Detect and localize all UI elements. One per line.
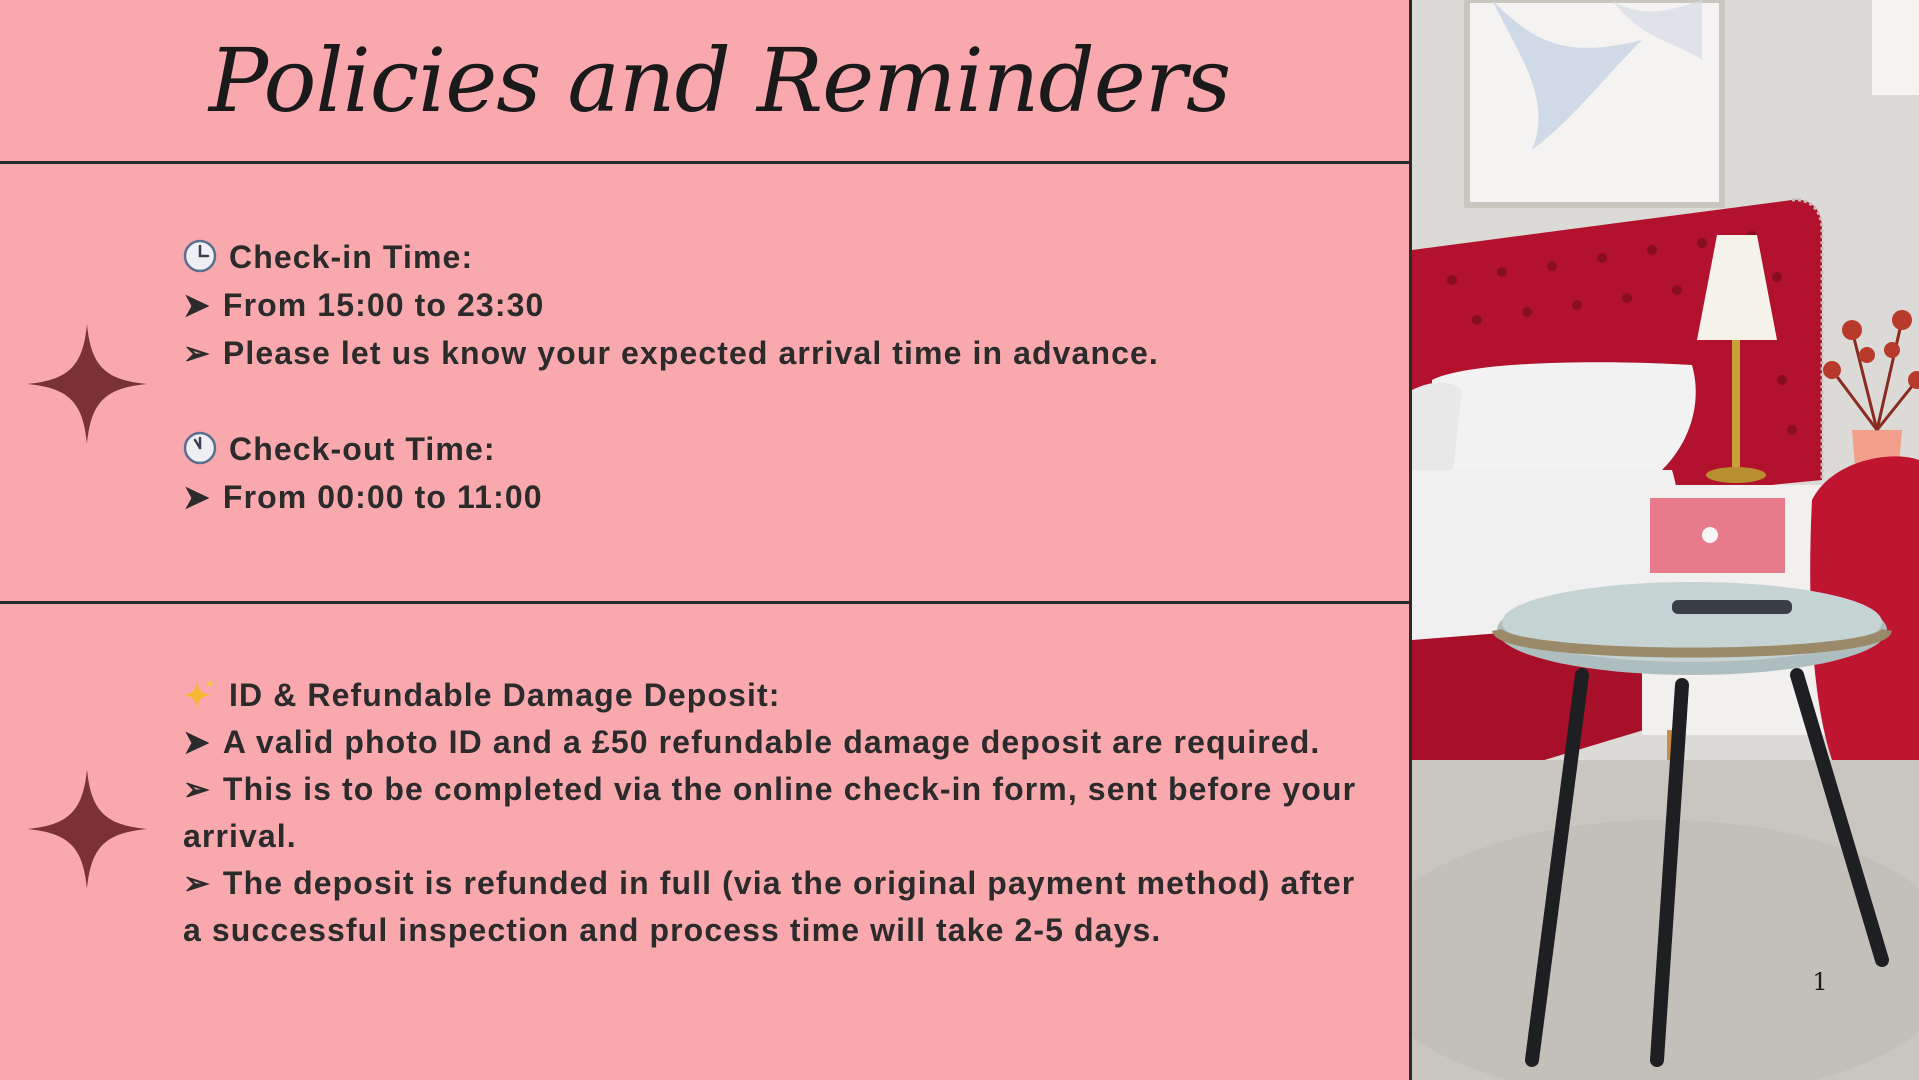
divider-middle — [0, 601, 1409, 604]
arrow-marker: ➤ — [183, 479, 211, 515]
deposit-heading-row — [183, 671, 1363, 719]
checkout-heading: Check-out Time: — [229, 431, 496, 467]
deposit-bullet — [183, 860, 1363, 954]
checkin-heading: Check-in Time: — [229, 239, 474, 275]
checkin-bullet — [183, 329, 1363, 377]
deposit-form-note: This is to be completed via the online check-in form, sent before your arrival. — [183, 771, 1357, 854]
arrow-marker: ➤ — [183, 724, 211, 760]
deposit-section — [183, 671, 1363, 954]
clock-eleven-icon — [183, 431, 217, 465]
deposit-bullet — [183, 719, 1363, 766]
checkout-bullet — [183, 473, 1363, 521]
checkin-note: Please let us know your expected arrival time in advance. — [222, 335, 1159, 371]
sparkle-icon — [27, 769, 147, 889]
arrow-marker: ➢ — [183, 771, 211, 807]
page-number: 1 — [1812, 968, 1828, 996]
divider-top — [0, 161, 1409, 164]
arrow-marker: ➤ — [183, 287, 211, 323]
arrow-marker: ➢ — [183, 335, 211, 371]
sparkles-icon — [183, 677, 217, 711]
page-title: Policies and Reminders — [208, 29, 1231, 132]
deposit-heading: ID & Refundable Damage Deposit: — [229, 677, 781, 713]
arrow-marker: ➢ — [183, 865, 211, 901]
deposit-refund-note: The deposit is refunded in full (via the original payment method) after a successful inspection and process time will take 2-5 days. — [183, 865, 1356, 948]
deposit-bullet — [183, 766, 1363, 860]
bedroom-photo — [1409, 0, 1919, 1080]
clock-three-icon — [183, 239, 217, 273]
sparkle-icon — [27, 324, 147, 444]
checkin-checkout-section — [183, 233, 1363, 521]
deposit-requirement: A valid photo ID and a £50 refundable damage deposit are required. — [222, 724, 1321, 760]
checkin-hours: From 15:00 to 23:30 — [222, 287, 545, 323]
checkin-heading-row — [183, 233, 1363, 281]
checkout-heading-row — [183, 425, 1363, 473]
checkout-hours: From 00:00 to 11:00 — [222, 479, 543, 515]
checkin-bullet — [183, 281, 1363, 329]
